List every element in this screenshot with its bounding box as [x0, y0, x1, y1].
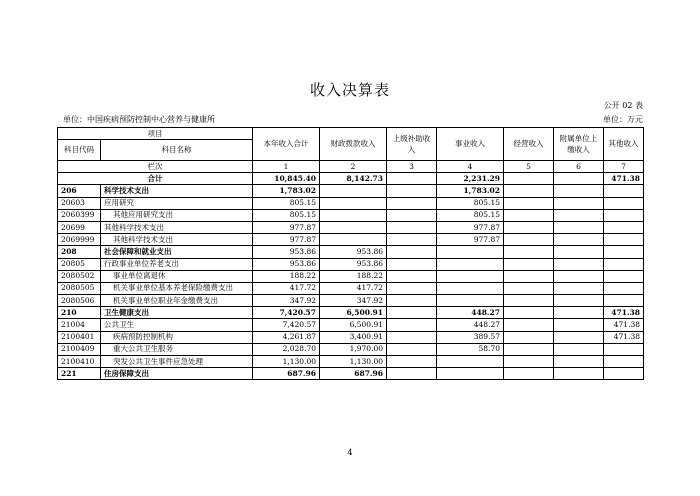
table-row [58, 282, 644, 294]
table-row [58, 356, 644, 368]
table-row [58, 343, 644, 355]
cell-business: 448.27 [437, 307, 504, 319]
header-project: 项目 [58, 128, 253, 140]
header-code: 科目代码 [58, 140, 101, 161]
row-name: 重大公共卫生服务 [101, 343, 253, 355]
cell-operating [504, 356, 554, 368]
cell-total: 1,783.02 [253, 185, 320, 197]
table-row-total [58, 173, 644, 185]
cell-operating [504, 331, 554, 343]
row-name: 社会保障和就业支出 [101, 246, 253, 258]
row-name: 机关事业单位职业年金缴费支出 [101, 295, 253, 307]
row-name: 行政事业单位养老支出 [101, 258, 253, 270]
cell-superior [387, 173, 437, 185]
cell-superior [387, 246, 437, 258]
cell-operating [504, 368, 554, 380]
cell-other: 471.38 [604, 319, 644, 331]
cell-business: 448.27 [437, 319, 504, 331]
row-code: 2100409 [58, 343, 101, 355]
cell-operating [504, 307, 554, 319]
cell-total: 687.96 [253, 368, 320, 380]
table-row [58, 185, 644, 197]
cell-fiscal [320, 234, 387, 246]
cell-affiliated [554, 234, 604, 246]
row-code: 2069999 [58, 234, 101, 246]
cell-other [604, 234, 644, 246]
row-name: 其他科学技术支出 [101, 221, 253, 233]
row-name: 合计 [58, 173, 253, 185]
cell-operating [504, 221, 554, 233]
cell-operating [504, 282, 554, 294]
row-code: 21004 [58, 319, 101, 331]
row-code: 210 [58, 307, 101, 319]
cell-business: 977.87 [437, 221, 504, 233]
cell-total: 953.86 [253, 258, 320, 270]
revenue-table [57, 127, 644, 380]
cell-affiliated [554, 331, 604, 343]
page-number: 4 [347, 448, 353, 457]
column-index-5: 5 [504, 161, 554, 173]
table-row [58, 331, 644, 343]
cell-operating [504, 234, 554, 246]
cell-business: 805.15 [437, 209, 504, 221]
cell-affiliated [554, 246, 604, 258]
cell-operating [504, 295, 554, 307]
page-title: 收入决算表 [309, 81, 390, 99]
column-index-1: 1 [253, 161, 320, 173]
cell-other [604, 368, 644, 380]
header-affiliated-text: 附属单位上缴收入 [559, 134, 598, 154]
cell-superior [387, 234, 437, 246]
row-code: 2100410 [58, 356, 101, 368]
row-code: 206 [58, 185, 101, 197]
cell-other [604, 246, 644, 258]
cell-superior [387, 368, 437, 380]
cell-total: 4,261.87 [253, 331, 320, 343]
cell-other: 471.38 [604, 331, 644, 343]
cell-operating [504, 319, 554, 331]
cell-superior [387, 295, 437, 307]
cell-fiscal: 953.86 [320, 246, 387, 258]
cell-other: 471.38 [604, 173, 644, 185]
cell-other [604, 356, 644, 368]
cell-affiliated [554, 319, 604, 331]
row-code: 2100401 [58, 331, 101, 343]
row-name: 疾病预防控制机构 [101, 331, 253, 343]
table-row [58, 209, 644, 221]
column-index-label: 栏次 [58, 161, 253, 173]
table-row [58, 295, 644, 307]
cell-total: 417.72 [253, 282, 320, 294]
cell-affiliated [554, 185, 604, 197]
cell-business [437, 295, 504, 307]
table-row [58, 197, 644, 209]
cell-fiscal: 3,400.91 [320, 331, 387, 343]
cell-operating [504, 197, 554, 209]
reporting-unit: 单位：中国疾病预防控制中心营养与健康所 [63, 115, 215, 124]
row-code: 2060399 [58, 209, 101, 221]
table-row [58, 307, 644, 319]
table-row [58, 258, 644, 270]
cell-fiscal [320, 185, 387, 197]
row-code: 2080505 [58, 282, 101, 294]
row-code: 2080502 [58, 270, 101, 282]
row-code: 20805 [58, 258, 101, 270]
row-name: 住房保障支出 [101, 368, 253, 380]
row-name: 突发公共卫生事件应急处理 [101, 356, 253, 368]
column-index-4: 4 [437, 161, 504, 173]
cell-business: 977.87 [437, 234, 504, 246]
cell-superior [387, 270, 437, 282]
header-superior-text: 上级补助收入 [392, 134, 431, 154]
cell-fiscal: 417.72 [320, 282, 387, 294]
header-other: 其他收入 [604, 128, 644, 161]
row-name: 公共卫生 [101, 319, 253, 331]
cell-fiscal: 6,500.91 [320, 307, 387, 319]
cell-total: 7,420.57 [253, 307, 320, 319]
table-row [58, 221, 644, 233]
header-superior [387, 128, 437, 161]
cell-business: 2,231.29 [437, 173, 504, 185]
cell-superior [387, 282, 437, 294]
row-name: 其他应用研究支出 [101, 209, 253, 221]
cell-fiscal: 1,970.00 [320, 343, 387, 355]
row-code: 2080506 [58, 295, 101, 307]
row-code: 20699 [58, 221, 101, 233]
cell-affiliated [554, 295, 604, 307]
cell-total: 10,845.40 [253, 173, 320, 185]
table-row [58, 234, 644, 246]
cell-affiliated [554, 197, 604, 209]
cell-affiliated [554, 221, 604, 233]
cell-other [604, 343, 644, 355]
table-row [58, 246, 644, 258]
cell-total: 977.87 [253, 221, 320, 233]
header-affiliated [554, 128, 604, 161]
row-name: 应用研究 [101, 197, 253, 209]
cell-affiliated [554, 343, 604, 355]
cell-superior [387, 319, 437, 331]
header-operating: 经营收入 [504, 128, 554, 161]
cell-total: 347.92 [253, 295, 320, 307]
cell-business [437, 356, 504, 368]
header-fiscal: 财政拨款收入 [320, 128, 387, 161]
cell-affiliated [554, 270, 604, 282]
cell-affiliated [554, 307, 604, 319]
cell-other: 471.38 [604, 307, 644, 319]
cell-superior [387, 307, 437, 319]
cell-business: 58.70 [437, 343, 504, 355]
cell-other [604, 282, 644, 294]
cell-fiscal: 953.86 [320, 258, 387, 270]
cell-superior [387, 356, 437, 368]
row-code: 208 [58, 246, 101, 258]
header-name: 科目名称 [101, 140, 253, 161]
cell-total: 953.86 [253, 246, 320, 258]
cell-superior [387, 343, 437, 355]
row-code: 221 [58, 368, 101, 380]
cell-business: 1,783.02 [437, 185, 504, 197]
cell-business: 389.57 [437, 331, 504, 343]
row-name: 卫生健康支出 [101, 307, 253, 319]
cell-fiscal: 6,500.91 [320, 319, 387, 331]
column-index-7: 7 [604, 161, 644, 173]
header-business: 事业收入 [437, 128, 504, 161]
form-number: 公开 02 表 [603, 101, 643, 110]
cell-other [604, 209, 644, 221]
cell-total: 805.15 [253, 209, 320, 221]
cell-affiliated [554, 356, 604, 368]
cell-total: 7,420.57 [253, 319, 320, 331]
cell-total: 805.15 [253, 197, 320, 209]
table-row [58, 368, 644, 380]
cell-superior [387, 197, 437, 209]
cell-fiscal: 8,142.73 [320, 173, 387, 185]
column-index-3: 3 [387, 161, 437, 173]
cell-fiscal: 347.92 [320, 295, 387, 307]
cell-other [604, 197, 644, 209]
cell-affiliated [554, 173, 604, 185]
column-index-2: 2 [320, 161, 387, 173]
cell-business [437, 282, 504, 294]
cell-fiscal [320, 197, 387, 209]
cell-affiliated [554, 258, 604, 270]
row-name: 机关事业单位基本养老保险缴费支出 [101, 282, 253, 294]
cell-operating [504, 258, 554, 270]
row-name: 其他科学技术支出 [101, 234, 253, 246]
cell-superior [387, 185, 437, 197]
cell-affiliated [554, 368, 604, 380]
cell-operating [504, 173, 554, 185]
cell-operating [504, 209, 554, 221]
cell-operating [504, 343, 554, 355]
cell-fiscal [320, 221, 387, 233]
cell-affiliated [554, 209, 604, 221]
cell-other [604, 270, 644, 282]
table-row [58, 270, 644, 282]
cell-operating [504, 246, 554, 258]
cell-other [604, 221, 644, 233]
cell-operating [504, 185, 554, 197]
cell-other [604, 295, 644, 307]
cell-business [437, 270, 504, 282]
cell-business [437, 246, 504, 258]
cell-fiscal: 188.22 [320, 270, 387, 282]
cell-other [604, 185, 644, 197]
cell-total: 188.22 [253, 270, 320, 282]
cell-business: 805.15 [437, 197, 504, 209]
row-name: 科学技术支出 [101, 185, 253, 197]
cell-total: 2,028.70 [253, 343, 320, 355]
cell-fiscal [320, 209, 387, 221]
cell-superior [387, 209, 437, 221]
cell-business [437, 368, 504, 380]
cell-superior [387, 331, 437, 343]
cell-fiscal: 687.96 [320, 368, 387, 380]
cell-affiliated [554, 282, 604, 294]
currency-unit: 单位：万元 [603, 115, 643, 124]
cell-operating [504, 270, 554, 282]
cell-fiscal: 1,130.00 [320, 356, 387, 368]
row-code: 20603 [58, 197, 101, 209]
header-total: 本年收入合计 [253, 128, 320, 161]
cell-total: 1,130.00 [253, 356, 320, 368]
table-row [58, 319, 644, 331]
column-index-6: 6 [554, 161, 604, 173]
cell-business [437, 258, 504, 270]
cell-total: 977.87 [253, 234, 320, 246]
row-name: 事业单位离退休 [101, 270, 253, 282]
cell-superior [387, 221, 437, 233]
cell-other [604, 258, 644, 270]
cell-superior [387, 258, 437, 270]
